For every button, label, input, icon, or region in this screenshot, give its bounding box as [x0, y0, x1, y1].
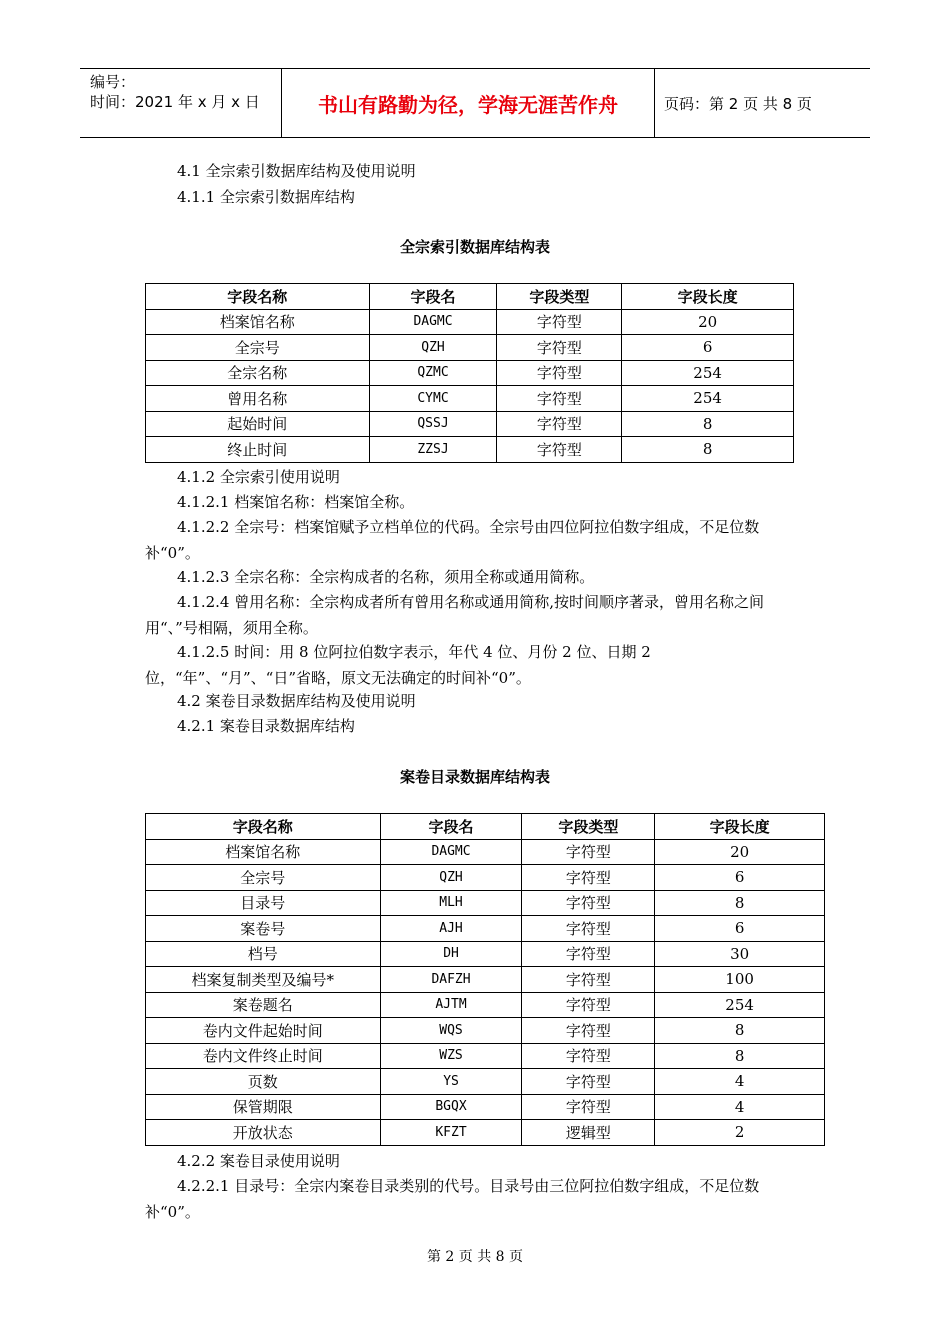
table-cell: CYMC — [369, 386, 497, 412]
table-cell: 字符型 — [522, 890, 655, 916]
table-row — [146, 411, 794, 437]
page-header — [80, 68, 870, 138]
table-cell: 20 — [655, 839, 825, 865]
table-cell: 8 — [655, 890, 825, 916]
table-row — [146, 1018, 825, 1044]
table-cell: 100 — [655, 967, 825, 993]
table-row — [146, 941, 825, 967]
column-header: 字段名称 — [146, 814, 381, 840]
table-cell: 页数 — [146, 1069, 381, 1095]
section-4-1-heading: 4.1 全宗索引数据库结构及使用说明 — [177, 162, 416, 180]
table-cell: 20 — [622, 309, 794, 335]
section-4-1-1-heading: 4.1.1 全宗索引数据库结构 — [177, 188, 355, 206]
column-header: 字段类型 — [497, 284, 622, 310]
table-cell: 保管期限 — [146, 1094, 381, 1120]
table-cell: QZH — [369, 335, 497, 361]
table-cell: 终止时间 — [146, 437, 370, 463]
table-cell: 30 — [655, 941, 825, 967]
table-cell: 字符型 — [522, 865, 655, 891]
table-cell: 254 — [655, 992, 825, 1018]
table-cell: YS — [380, 1069, 522, 1095]
table-cell: 字符型 — [497, 411, 622, 437]
table-cell: 目录号 — [146, 890, 381, 916]
table-header-row — [146, 284, 794, 310]
table-row — [146, 1094, 825, 1120]
table2-title: 案卷目录数据库结构表 — [399, 768, 550, 786]
table-cell: QZMC — [369, 360, 497, 386]
table-cell: 档案馆名称 — [146, 309, 370, 335]
table-cell: ZZSJ — [369, 437, 497, 463]
table-row — [146, 1120, 825, 1146]
section-4-2-heading: 4.2 案卷目录数据库结构及使用说明 — [177, 692, 416, 710]
table-cell: 档号 — [146, 941, 381, 967]
table-cell: 254 — [622, 386, 794, 412]
table-cell: 全宗号 — [146, 335, 370, 361]
volume-catalog-table — [145, 813, 825, 1146]
table-row — [146, 1069, 825, 1095]
table-cell: 字符型 — [522, 1043, 655, 1069]
paragraph-4-1-2-3: 4.1.2.3 全宗名称：全宗构成者的名称，须用全称或通用简称。 — [177, 568, 595, 586]
table-cell: 8 — [622, 437, 794, 463]
table-cell: DAGMC — [380, 839, 522, 865]
table-cell: 4 — [655, 1069, 825, 1095]
paragraph-4-1-2-1: 4.1.2.1 档案馆名称：档案馆全称。 — [177, 493, 415, 511]
table-cell: 8 — [622, 411, 794, 437]
paragraph-4-1-2-2: 4.1.2.2 全宗号：档案馆赋予立档单位的代码。全宗号由四位阿拉伯数字组成，不足位数补“0”。 — [145, 518, 760, 562]
table-cell: 案卷题名 — [146, 992, 381, 1018]
table-cell: 6 — [655, 865, 825, 891]
table-cell: 字符型 — [522, 967, 655, 993]
table-cell: 起始时间 — [146, 411, 370, 437]
table-cell: 开放状态 — [146, 1120, 381, 1146]
table-cell: 案卷号 — [146, 916, 381, 942]
table-cell: 8 — [655, 1018, 825, 1044]
table-row — [146, 437, 794, 463]
table-cell: 卷内文件终止时间 — [146, 1043, 381, 1069]
table-cell: 逻辑型 — [522, 1120, 655, 1146]
table-cell: AJH — [380, 916, 522, 942]
table-row — [146, 992, 825, 1018]
table-cell: DAFZH — [380, 967, 522, 993]
table-cell: QSSJ — [369, 411, 497, 437]
section-4-2-1-heading: 4.2.1 案卷目录数据库结构 — [177, 717, 355, 735]
document-date: 时间：2021 年 x 月 x 日 — [90, 93, 260, 111]
paragraph-4-1-2-5: 4.1.2.5 时间：用 8 位阿拉伯数字表示，年代 4 位、月份 2 位、日期 2 位，“年”、“月”、“日”省略，原文无法确定的时间补“0”。 — [145, 643, 651, 687]
table-cell: 档案馆名称 — [146, 839, 381, 865]
table-cell: 字符型 — [522, 992, 655, 1018]
table-cell: MLH — [380, 890, 522, 916]
table-cell: DAGMC — [369, 309, 497, 335]
table1-title: 全宗索引数据库结构表 — [399, 238, 550, 256]
header-slogan: 书山有路勤为径，学海无涯苦作舟 — [282, 69, 655, 137]
table-row — [146, 865, 825, 891]
column-header: 字段名 — [369, 284, 497, 310]
table-cell: 8 — [655, 1043, 825, 1069]
table-cell: 字符型 — [497, 335, 622, 361]
header-page-number: 页码：第 2 页 共 8 页 — [664, 94, 812, 113]
table-cell: 字符型 — [497, 437, 622, 463]
table-row — [146, 890, 825, 916]
column-header: 字段名 — [380, 814, 522, 840]
table-cell: 254 — [622, 360, 794, 386]
header-meta — [80, 69, 282, 137]
table-cell: BGQX — [380, 1094, 522, 1120]
table-cell: 字符型 — [522, 1018, 655, 1044]
table-cell: 字符型 — [522, 839, 655, 865]
table-cell: 档案复制类型及编号* — [146, 967, 381, 993]
table-cell: 6 — [622, 335, 794, 361]
table-cell: KFZT — [380, 1120, 522, 1146]
table-cell: 字符型 — [497, 309, 622, 335]
table-cell: 2 — [655, 1120, 825, 1146]
section-4-2-2-heading: 4.2.2 案卷目录使用说明 — [177, 1152, 340, 1170]
table-cell: 字符型 — [522, 1069, 655, 1095]
table-cell: 卷内文件起始时间 — [146, 1018, 381, 1044]
table-cell: AJTM — [380, 992, 522, 1018]
table-cell: 字符型 — [522, 941, 655, 967]
table-cell: 4 — [655, 1094, 825, 1120]
table-cell: 字符型 — [497, 360, 622, 386]
table-row — [146, 1043, 825, 1069]
table-row — [146, 839, 825, 865]
table-row — [146, 916, 825, 942]
table-cell: 曾用名称 — [146, 386, 370, 412]
table-cell: 字符型 — [522, 1094, 655, 1120]
fonds-index-table — [145, 283, 794, 463]
table-cell: DH — [380, 941, 522, 967]
column-header: 字段类型 — [522, 814, 655, 840]
page-footer: 第 2 页 共 8 页 — [426, 1249, 524, 1265]
column-header: 字段长度 — [622, 284, 794, 310]
column-header: 字段长度 — [655, 814, 825, 840]
section-4-1-2-heading: 4.1.2 全宗索引使用说明 — [177, 468, 340, 486]
table-row — [146, 360, 794, 386]
document-number: 编号： — [90, 73, 136, 91]
table-header-row — [146, 814, 825, 840]
table-cell: 字符型 — [497, 386, 622, 412]
table-cell: 全宗号 — [146, 865, 381, 891]
table-cell: WQS — [380, 1018, 522, 1044]
table-cell: 字符型 — [522, 916, 655, 942]
column-header: 字段名称 — [146, 284, 370, 310]
table-cell: QZH — [380, 865, 522, 891]
table-row — [146, 309, 794, 335]
table-cell: 6 — [655, 916, 825, 942]
table-cell: WZS — [380, 1043, 522, 1069]
table-row — [146, 967, 825, 993]
paragraph-4-2-2-1: 4.2.2.1 目录号：全宗内案卷目录类别的代号。目录号由三位阿拉伯数字组成，不足位数补“0”。 — [145, 1177, 760, 1221]
table-cell: 全宗名称 — [146, 360, 370, 386]
table-row — [146, 335, 794, 361]
paragraph-4-1-2-4: 4.1.2.4 曾用名称：全宗构成者所有曾用名称或通用简称,按时间顺序著录，曾用名称之间用“、”号相隔，须用全称。 — [145, 593, 765, 637]
table-row — [146, 386, 794, 412]
